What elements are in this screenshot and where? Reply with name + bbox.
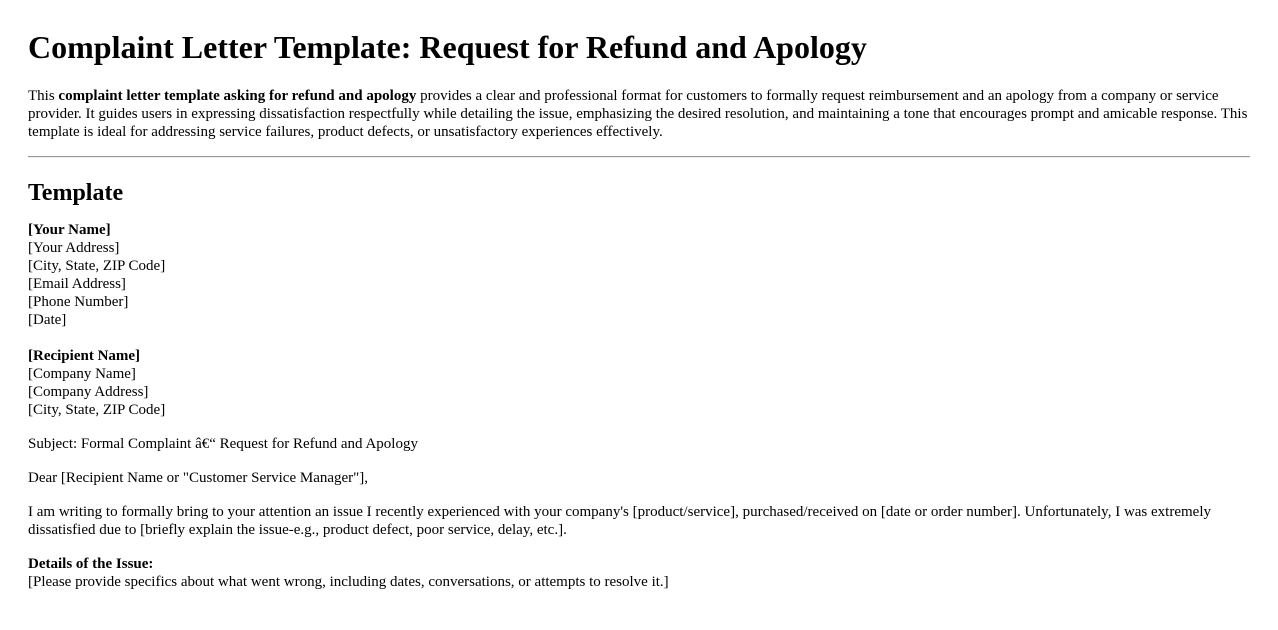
intro-pre: This (28, 88, 59, 104)
sender-line: [Date] (28, 312, 67, 328)
sender-line: [Phone Number] (28, 294, 129, 310)
details-text: [Please provide specifics about what went wrong, including dates, conversations, or attempts to resolve it.] (28, 574, 669, 590)
divider (28, 156, 1250, 158)
salutation: Dear [Recipient Name or "Customer Service Manager"], (28, 470, 369, 486)
subject-line: Subject: Formal Complaint â€“ Request for Refund and Apology (28, 436, 418, 452)
recipient-line: [Company Name] (28, 366, 136, 382)
intro-post: provides a clear and professional format for customers to formally request reimbursement and an apology from a company or service provider. It guides users in expressing dissatisfaction respectfully while detailing the issue, emphasizing the desired resolution, and maintaining a tone that encourages prompt and amicable response. This template is ideal for addressing service failures, product defects, or unsatisfactory experiences effectively. (28, 88, 1248, 140)
sender-line: [Email Address] (28, 276, 126, 292)
sender-line: [Your Address] (28, 240, 120, 256)
details-section (28, 555, 1250, 591)
document-page (0, 29, 1278, 591)
recipient-block (28, 347, 1250, 419)
page-title: Complaint Letter Template: Request for Refund and Apology (28, 29, 867, 65)
intro-bold: complaint letter template asking for refund and apology (58, 88, 417, 104)
section-heading: Template (28, 180, 124, 206)
sender-line: [City, State, ZIP Code] (28, 258, 166, 274)
recipient-name: [Recipient Name] (28, 348, 141, 364)
sender-name: [Your Name] (28, 222, 111, 238)
intro-paragraph (28, 87, 1250, 141)
sender-block (28, 221, 1250, 329)
recipient-line: [Company Address] (28, 384, 149, 400)
details-heading: Details of the Issue: (28, 556, 154, 572)
recipient-line: [City, State, ZIP Code] (28, 402, 166, 418)
body-paragraph: I am writing to formally bring to your attention an issue I recently experienced with your company's [product/service], purchased/received on [date or order number]. Unfortunately, I was extremely dissatisfied due to [briefly explain the issue-e.g., product defect, poor service, delay, etc.]. (28, 504, 1211, 538)
